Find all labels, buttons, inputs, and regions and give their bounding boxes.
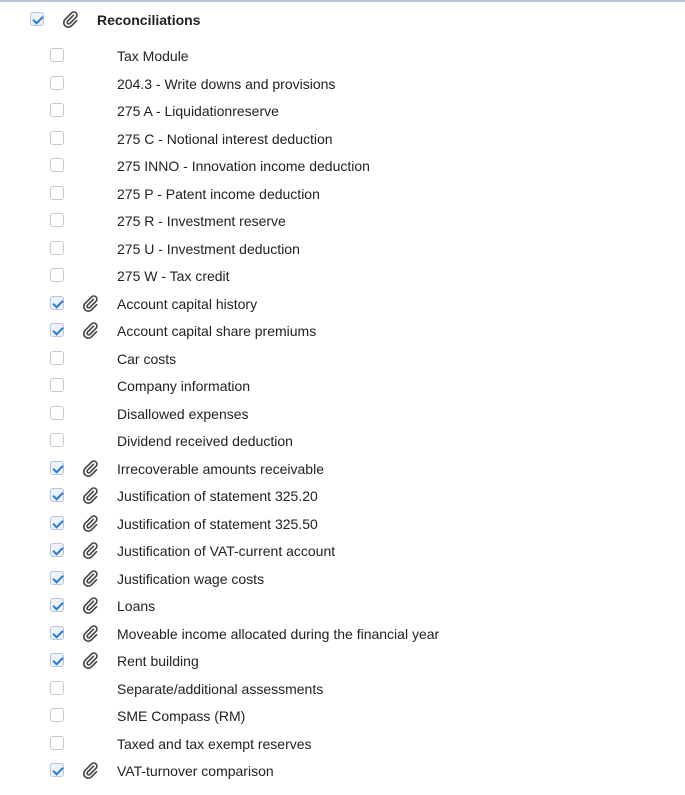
item-label: Account capital share premiums: [117, 323, 317, 339]
list-item[interactable]: [0, 237, 685, 261]
item-checkbox[interactable]: [50, 296, 64, 310]
item-checkbox[interactable]: [50, 626, 64, 640]
paperclip-icon[interactable]: [80, 650, 100, 670]
item-checkbox[interactable]: [50, 708, 64, 722]
item-label: Taxed and tax exempt reserves: [117, 735, 312, 752]
item-label: 275 U - Investment deduction: [117, 240, 300, 257]
item-label: 275 R - Investment reserve: [117, 213, 286, 229]
item-checkbox[interactable]: [50, 598, 64, 612]
paperclip-icon[interactable]: [80, 458, 100, 478]
item-label: Tax Module: [117, 48, 189, 64]
section-checkbox[interactable]: [30, 12, 44, 26]
item-checkbox[interactable]: [50, 76, 64, 90]
item-checkbox[interactable]: [50, 131, 64, 145]
item-label: Irrecoverable amounts receivable: [117, 460, 324, 477]
item-checkbox[interactable]: [50, 653, 64, 667]
item-checkbox[interactable]: [50, 736, 64, 750]
item-checkbox[interactable]: [50, 571, 64, 585]
paperclip-icon[interactable]: [80, 485, 100, 505]
item-checkbox[interactable]: [50, 213, 64, 227]
list-item[interactable]: [0, 182, 685, 206]
item-label: Justification of VAT-current account: [117, 543, 336, 559]
list-item[interactable]: [0, 649, 685, 673]
item-label: Separate/additional assessments: [117, 680, 324, 697]
item-checkbox[interactable]: [50, 48, 64, 62]
list-item[interactable]: [0, 732, 685, 756]
list-item[interactable]: [0, 292, 685, 316]
paperclip-icon[interactable]: [80, 568, 100, 588]
item-checkbox[interactable]: [50, 323, 64, 337]
item-checkbox[interactable]: [50, 433, 64, 447]
item-label: Justification of statement 325.20: [117, 488, 318, 504]
list-item[interactable]: [0, 154, 685, 178]
paperclip-icon[interactable]: [80, 623, 100, 643]
item-label: SME Compass (RM): [117, 708, 246, 724]
list-item[interactable]: [0, 484, 685, 508]
section-header-reconciliations[interactable]: [0, 8, 685, 32]
list-item[interactable]: [0, 374, 685, 398]
list-item[interactable]: [0, 457, 685, 481]
item-label: Rent building: [117, 653, 199, 669]
paperclip-icon[interactable]: [80, 513, 100, 533]
item-label: 275 P - Patent income deduction: [117, 185, 320, 202]
item-label: Account capital history: [117, 295, 258, 312]
list-item[interactable]: [0, 704, 685, 728]
list-item[interactable]: [0, 99, 685, 123]
item-label: Justification of statement 325.50: [117, 515, 318, 532]
list-item[interactable]: [0, 127, 685, 151]
paperclip-icon[interactable]: [80, 540, 100, 560]
list-item[interactable]: [0, 677, 685, 701]
list-item[interactable]: [0, 347, 685, 371]
item-checkbox[interactable]: [50, 681, 64, 695]
paperclip-icon[interactable]: [80, 760, 100, 780]
list-item[interactable]: [0, 72, 685, 96]
item-checkbox[interactable]: [50, 516, 64, 530]
list-item[interactable]: [0, 429, 685, 453]
item-checkbox[interactable]: [50, 763, 64, 777]
list-item[interactable]: [0, 319, 685, 343]
list-item[interactable]: [0, 512, 685, 536]
item-checkbox[interactable]: [50, 186, 64, 200]
item-label: Moveable income allocated during the financial year: [117, 625, 440, 642]
list-item[interactable]: [0, 594, 685, 618]
list-item[interactable]: [0, 567, 685, 591]
item-checkbox[interactable]: [50, 406, 64, 420]
list-item[interactable]: [0, 402, 685, 426]
section-title: Reconciliations: [97, 12, 201, 28]
item-label: Dividend received deduction: [117, 433, 293, 449]
item-checkbox[interactable]: [50, 158, 64, 172]
item-checkbox[interactable]: [50, 543, 64, 557]
item-checkbox[interactable]: [50, 461, 64, 475]
item-label: Car costs: [117, 350, 177, 367]
list-item[interactable]: [0, 759, 685, 783]
item-label: 204.3 - Write downs and provisions: [117, 75, 336, 92]
paperclip-icon[interactable]: [80, 595, 100, 615]
item-label: Disallowed expenses: [117, 405, 249, 422]
item-checkbox[interactable]: [50, 241, 64, 255]
item-checkbox[interactable]: [50, 488, 64, 502]
list-item[interactable]: [0, 539, 685, 563]
paperclip-icon[interactable]: [80, 293, 100, 313]
item-checkbox[interactable]: [50, 351, 64, 365]
item-label: Justification wage costs: [117, 570, 265, 587]
item-label: Loans: [117, 598, 156, 614]
item-checkbox[interactable]: [50, 268, 64, 282]
item-checkbox[interactable]: [50, 378, 64, 392]
item-label: VAT-turnover comparison: [117, 763, 274, 779]
item-label: 275 A - Liquidationreserve: [117, 103, 279, 119]
item-label: 275 C - Notional interest deduction: [117, 130, 333, 147]
list-item[interactable]: [0, 264, 685, 288]
paperclip-icon[interactable]: [80, 320, 100, 340]
item-checkbox[interactable]: [50, 103, 64, 117]
list-item[interactable]: [0, 209, 685, 233]
paperclip-icon[interactable]: [60, 9, 80, 29]
item-label: Company information: [117, 378, 251, 394]
item-label: 275 INNO - Innovation income deduction: [117, 158, 370, 174]
list-item[interactable]: [0, 44, 685, 68]
list-item[interactable]: [0, 622, 685, 646]
item-label: 275 W - Tax credit: [117, 268, 230, 284]
